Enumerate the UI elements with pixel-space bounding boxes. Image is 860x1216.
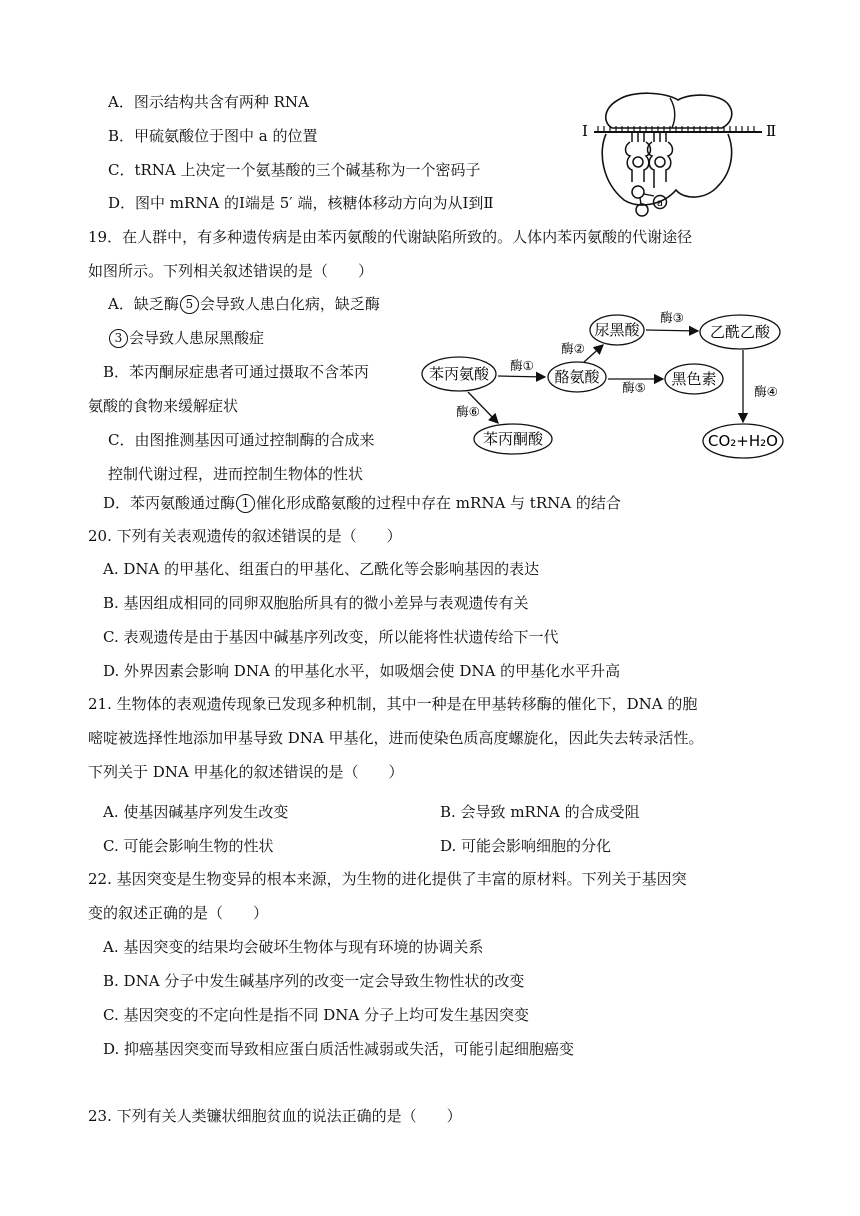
q21-stem-line3: 下列关于 DNA 甲基化的叙述错误的是（ ） (88, 763, 404, 781)
phenylalanine-pathway-diagram (418, 302, 790, 470)
q22-option-d: D. 抑癌基因突变而导致相应蛋白质活性减弱或失活，可能引起细胞癌变 (103, 1040, 575, 1058)
q22-option-c: C. 基因突变的不定向性是指不同 DNA 分子上均可发生基因突变 (103, 1006, 530, 1024)
q18-option-d: D．图中 mRNA 的Ⅰ端是 5′ 端，核糖体移动方向为从Ⅰ到Ⅱ (108, 194, 494, 212)
mrna-end-ii-label: Ⅱ (766, 122, 777, 140)
q18-option-a: A．图示结构共含有两种 RNA (108, 93, 309, 111)
mrna-end-i-label: Ⅰ (582, 122, 588, 140)
q20-option-c: C. 表观遗传是由于基因中碱基序列改变，所以能将性状遗传给下一代 (103, 628, 559, 646)
label-enzyme-4: 酶④ (754, 384, 778, 399)
q20-option-b: B. 基因组成相同的同卵双胞胎所具有的微小差异与表观遗传有关 (103, 594, 529, 612)
circled-three: 3 (109, 329, 128, 348)
label-enzyme-6: 酶⑥ (456, 404, 480, 419)
q21-option-c: C. 可能会影响生物的性状 (103, 837, 274, 855)
label-enzyme-2: 酶② (561, 341, 585, 356)
q21-stem-line1: 21. 生物体的表观遗传现象已发现多种机制，其中一种是在甲基转移酶的催化下，DNA 的胞 (88, 695, 698, 713)
q23-stem: 23. 下列有关人类镰状细胞贫血的说法正确的是（ ） (88, 1107, 462, 1125)
circled-one: 1 (236, 494, 255, 513)
q19-option-a-line1: A．缺乏酶 5 会导致人患白化病，缺乏酶 (108, 295, 380, 313)
label-enzyme-5: 酶⑤ (622, 380, 646, 395)
q21-stem-line2: 嘧啶被选择性地添加甲基导致 DNA 甲基化，进而使染色质高度螺旋化，因此失去转录活性。 (88, 729, 704, 747)
label-enzyme-1: 酶① (510, 358, 534, 373)
q19-option-d: D．苯丙氨酸通过酶 1 催化形成酪氨酸的过程中存在 mRNA 与 tRNA 的结合 (103, 494, 621, 512)
site-a-label: a (656, 198, 664, 209)
label-acetoacetic-acid: 乙酰乙酸 (709, 323, 771, 341)
q21-option-b: B. 会导致 mRNA 的合成受阻 (440, 803, 640, 821)
label-tyrosine: 酪氨酸 (554, 368, 600, 386)
q21-option-a: A. 使基因碱基序列发生改变 (103, 803, 289, 821)
q19-option-b-line2: 氨酸的食物来缓解症状 (88, 397, 239, 415)
q21-option-d: D. 可能会影响细胞的分化 (440, 837, 612, 855)
label-phenylpyruvic-acid: 苯丙酮酸 (482, 430, 544, 448)
q22-stem-line2: 变的叙述正确的是（ ） (88, 904, 269, 922)
q19-option-c-line1: C．由图推测基因可通过控制酶的合成来 (108, 431, 375, 449)
label-melanin: 黑色素 (671, 370, 717, 388)
label-homogentisic-acid: 尿黑酸 (594, 321, 640, 339)
q18-option-b: B．甲硫氨酸位于图中 a 的位置 (108, 127, 318, 145)
q22-option-a: A. 基因突变的结果均会破坏生物体与现有环境的协调关系 (103, 938, 484, 956)
q22-stem-line1: 22. 基因突变是生物变异的根本来源，为生物的进化提供了丰富的原材料。下列关于基因突 (88, 870, 687, 888)
ribosome-translation-figure (580, 82, 790, 228)
q22-option-b: B. DNA 分子中发生碱基序列的改变一定会导致生物性状的改变 (103, 972, 525, 990)
label-co2-h2o: CO₂+H₂O (708, 432, 778, 450)
q20-stem: 20. 下列有关表观遗传的叙述错误的是（ ） (88, 527, 402, 545)
q19-option-b-line1: B．苯丙酮尿症患者可通过摄取不含苯丙 (103, 363, 370, 381)
q18-option-c: C．tRNA 上决定一个氨基酸的三个碱基称为一个密码子 (108, 161, 481, 179)
q19-option-c-line2: 控制代谢过程，进而控制生物体的性状 (108, 465, 364, 483)
q19-stem-line2: 如图所示。下列相关叙述错误的是（ ） (88, 262, 374, 280)
q19-stem-line1: 19．在人群中，有多种遗传病是由苯丙氨酸的代谢缺陷所致的。人体内苯丙氨酸的代谢途径 (88, 228, 693, 246)
q20-option-a: A. DNA 的甲基化、组蛋白的甲基化、乙酰化等会影响基因的表达 (103, 560, 540, 578)
q19-option-a-line2: 3 会导致人患尿黑酸症 (108, 328, 264, 348)
label-phenylalanine: 苯丙氨酸 (428, 365, 490, 383)
q20-option-d: D. 外界因素会影响 DNA 的甲基化水平，如吸烟会使 DNA 的甲基化水平升高 (103, 662, 621, 680)
label-enzyme-3: 酶③ (660, 310, 684, 325)
circled-five: 5 (180, 295, 199, 314)
